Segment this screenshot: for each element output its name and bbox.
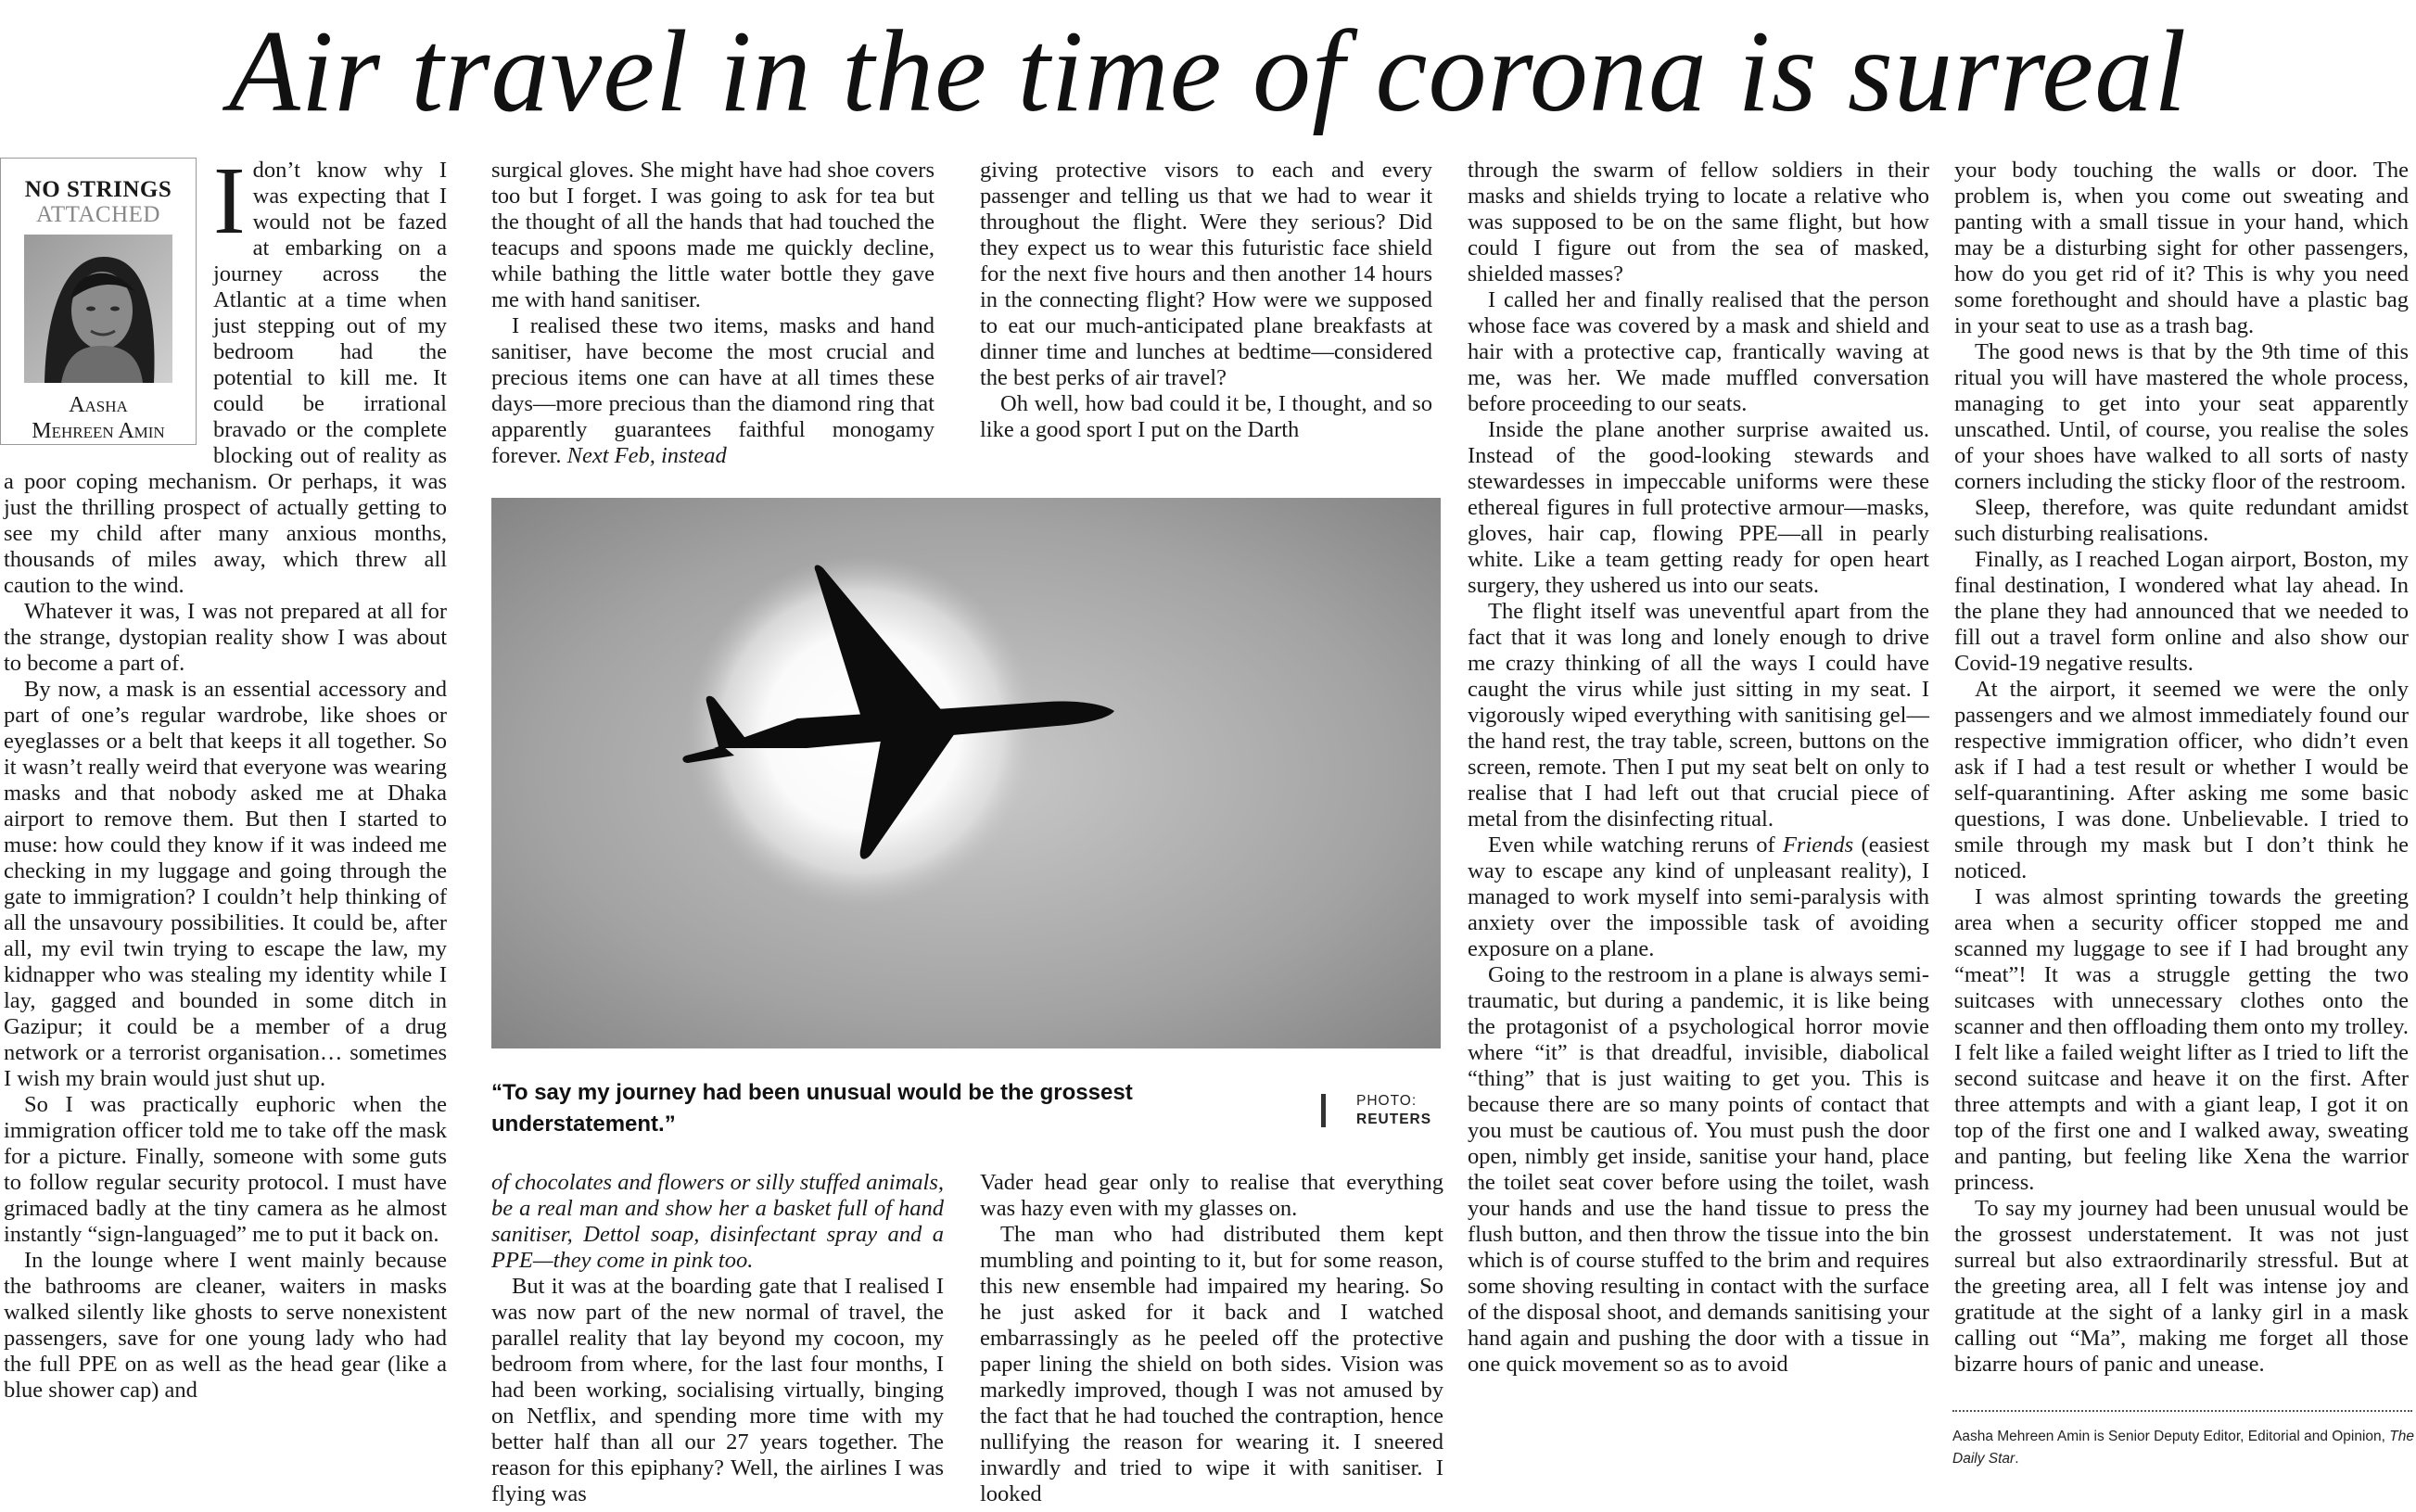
col1-para-5: In the lounge where I went mainly because the bathrooms are cleaner, waiters in masks walked silently like ghosts to serve nonexistent passengers, save for one young lady who had the full PPE on as well as the head gear (like a blue shower cap) and xyxy=(4,1248,447,1403)
author-last-name: Mehreen Amin xyxy=(32,419,165,443)
col5-para-1: your body touching the walls or door. The problem is, when you come out sweating and panting with a small tissue in your hand, which may be a disturbing sight for other passengers, how do you get rid of it? This is why you need some forethought and should have a plastic bag in your seat to use as a trash bag. xyxy=(1954,158,2409,338)
author-bio-end: . xyxy=(2015,1451,2019,1467)
col2-top-para-2-italic: Next Feb, instead xyxy=(566,443,727,468)
column-series-title: NO STRINGS xyxy=(24,177,172,202)
photo-credit-label: PHOTO: xyxy=(1356,1093,1418,1109)
columnist-box xyxy=(0,158,197,445)
col3-bottom-para-2: The man who had distributed them kept mumbling and pointing to it, but for some reason, this new ensemble had impaired my hearing. So he just asked for it back and I watched embarrassingly as he peeled off the protective paper lining the shield on both sides. Vision was markedly improved, though I was not amused by the fact that he had touched the contraption, hence nullifying the reason for wearing it. I sneered inwardly and tried to wipe it with sanitiser. I looked xyxy=(980,1222,1443,1506)
credit-divider xyxy=(1321,1094,1326,1127)
author-bio-text: Aasha Mehreen Amin is Senior Deputy Editor, Editorial and Opinion, xyxy=(1952,1429,2390,1444)
col1-lead-text: don’t know why I was expecting that I would not be fazed at embarking on a journey across the Atlantic at a time when just stepping out of my bedroom had the potential to kill me. It could be irrational bravado or the complete blocking out of reality as a poor coping mechanism. Or perhaps, it was just the thrilling prospect of actually getting to see my child after many anxious months, thousands of miles away, which threw all caution to the wind. xyxy=(4,158,447,598)
col5-para-3: Sleep, therefore, was quite redundant amidst such disturbing realisations. xyxy=(1954,495,2409,546)
photo-credit xyxy=(1356,1092,1431,1129)
col3-top-para-2: Oh well, how bad could it be, I thought, and so like a good sport I put on the Darth xyxy=(980,391,1432,442)
col4-para-4: The flight itself was uneventful apart from the fact that it was long and lonely enough to drive me crazy thinking of all the ways I could have caught the virus while just sitting in my seat. I vigorously wiped everything with sanitising gel—the hand rest, the tray table, screen, buttons on the screen, remote. Then I put my seat belt on only to realise that I had left out that crucial piece of metal from the disinfecting ritual. xyxy=(1468,599,1929,832)
column-2-top xyxy=(491,158,935,469)
drop-cap: I xyxy=(213,147,246,254)
col4-para-5 xyxy=(1468,832,1929,962)
column-3-bottom xyxy=(980,1170,1443,1507)
author-portrait-image xyxy=(24,235,172,383)
author-bio xyxy=(1952,1426,2416,1470)
col5-para-7: To say my journey had been unusual would be the grossest understatement. It was not just surreal but also extraordinarily stressful. But at the greeting area, all I felt was intense joy and gratitude at the sight of a lanky girl in a mask calling out “Ma”, making me forget all those bizarre hours of panic and unease. xyxy=(1954,1196,2409,1377)
column-4 xyxy=(1468,158,1929,1378)
col5-para-4: Finally, as I reached Logan airport, Boston, my final destination, I wondered what lay ahead. In the plane they had announced that we needed to fill out a travel form online and also show our Covid-19 negative results. xyxy=(1954,547,2409,676)
col4-para-6: Going to the restroom in a plane is always semi-traumatic, but during a pandemic, it is like being the protagonist of a psychological horror movie where “it” is that dreadful, invisible, diabolical “thing” that is just waiting to get you. This is because there are so many points of contact that you must be cautious of. You must push the door open, nimbly get inside, sanitise your hand, place the toilet seat cover before using the toilet, wash your hands and use the hand tissue to press the flush button, and then throw the tissue into the bin which is of course stuffed to the brim and requires some shoving resulting in contact with the surface of the disposal shoot, and demands sanitising your hand again and pushing the door with a tissue in one quick movement so as to avoid xyxy=(1468,962,1929,1377)
col1-para-2: Whatever it was, I was not prepared at all for the strange, dystopian reality show I was about to become a part of. xyxy=(4,599,447,676)
col4-para-5-before: Even while watching reruns of xyxy=(1488,832,1783,858)
col2-top-para-2 xyxy=(491,313,935,469)
col4-para-1: through the swarm of fellow soldiers in their masks and shields trying to locate a relative who was supposed to be on the same flight, but how could I figure out from the sea of masked, shielded masses? xyxy=(1468,158,1929,286)
column-2-bottom xyxy=(491,1170,944,1507)
col4-para-2: I called her and finally realised that the person whose face was covered by a mask and shield and hair with a protective cap, frantically waving at me, was her. We made muffled conversation before proceeding to our seats. xyxy=(1468,287,1929,416)
col1-para-3: By now, a mask is an essential accessory and part of one’s regular wardrobe, like shoes or eyeglasses or a belt that keeps it all together. So it wasn’t really weird that everyone was wearing masks and that nobody asked me at Dhaka airport to remove them. But then I started to muse: how could they know if it was indeed me checking in my luggage and going through the gate to immigration? I couldn’t help thinking of all the unsavoury possibilities. It could be, after all, my evil twin trying to escape the law, my kidnapper who was stealing my identity while I lay, gagged and bounded in some ditch in Gazipur; it could be a member of a drug network or a terrorist organisation… sometimes I wish my brain would just shut up. xyxy=(4,677,447,1091)
col3-bottom-para-1: Vader head gear only to realise that everything was hazy even with my glasses on. xyxy=(980,1170,1443,1221)
column-3-top xyxy=(980,158,1432,443)
col4-para-3: Inside the plane another surprise awaited us. Instead of the good-looking stewards and stewardesses in impeccable uniforms were these ethereal figures in full protective armour—masks, gloves, hair cap, flowing PPE—all in pearly white. Like a team getting ready for open heart surgery, they ushered us into our seats. xyxy=(1468,417,1929,598)
col2-top-para-1: surgical gloves. She might have had shoe covers too but I forget. I was going to ask for tea but the thought of all the hands that had touched the teacups and spoons made me quickly decline, while bathing the little water bottle they gave me with hand sanitiser. xyxy=(491,158,935,312)
photo-credit-source: REUTERS xyxy=(1356,1112,1432,1127)
author-first-name: Aasha xyxy=(69,393,128,417)
col3-top-para-1: giving protective visors to each and every passenger and telling us that we had to wear it throughout the flight. Were they serious? Did they expect us to wear this futuristic face shield for the next five hours and then another 14 hours in the connecting flight? How were we supposed to eat our much-anticipated plane breakfasts at dinner time and lunches at bedtime—considered the best perks of air travel? xyxy=(980,158,1432,390)
col4-para-5-italic: Friends xyxy=(1782,832,1854,858)
col5-para-6: I was almost sprinting towards the greeting area when a security officer stopped me and scanned my luggage to see if I had brought any “meat”! It was a struggle getting the two suitcases with unnecessary clothes onto the scanner and then offloading them onto my trolley. I felt like a failed weight lifter as I tried to lift the second suitcase and heave it on the first. After three attempts and with a giant leap, I got it on top of the first one and I walked away, sweating and panting, but feeling like Xena the warrior princess. xyxy=(1954,884,2409,1195)
col4-para-5-after: (easiest way to escape any kind of unpleasant reality), I managed to work myself into semi-paralysis with anxiety over the impossible task of avoiding exposure on a plane. xyxy=(1468,832,1930,961)
col2-bottom-italic-text: of chocolates and flowers or silly stuffed animals, be a real man and show her a basket full of hand sanitiser, Dettol soap, disinfectant spray and a PPE—they come in pink too. xyxy=(491,1170,944,1273)
bio-divider xyxy=(1952,1410,2412,1412)
col2-top-para-2-text: I realised these two items, masks and hand sanitiser, have become the most crucial and precious items one can have at all times these days—more precious than the diamond ring that apparently guarantees faithful monogamy forever. xyxy=(491,313,935,468)
headline: Air travel in the time of corona is surreal xyxy=(228,7,2188,136)
column-series-subtitle: ATTACHED xyxy=(36,202,160,227)
publication-name: The Daily Star xyxy=(1952,1429,2415,1467)
photo-caption: “To say my journey had been unusual would be the grossest understatement.” xyxy=(491,1080,1133,1137)
col2-bottom-para-1 xyxy=(491,1170,944,1274)
col5-para-2: The good news is that by the 9th time of this ritual you will have mastered the whole process, managing to get into your seat apparently unscathed. Until, of course, you realise the soles of your shoes have walked to all sorts of nasty corners including the sticky floor of the restroom. xyxy=(1954,339,2409,494)
col2-bottom-para-2: But it was at the boarding gate that I realised I was now part of the new normal of travel, the parallel reality that lay beyond my cocoon, my bedroom from where, for the last four months, I had been working, socialising virtually, binging on Netflix, and spending more time with my better half than all our 27 years together. The reason for this epiphany? Well, the airlines I was flying was xyxy=(491,1274,944,1506)
col5-para-5: At the airport, it seemed we were the only passengers and we almost immediately found our respective immigration officer, who didn’t even ask if I had a test result or whether I would be self-quarantining. After asking me some basic questions, I was done. Unbelievable. I tried to smile through my mask but I don’t think he noticed. xyxy=(1954,677,2409,883)
column-5 xyxy=(1954,158,2409,1378)
col1-para-4: So I was practically euphoric when the immigration officer told me to take off the mask for a picture. Finally, someone with some guts to follow regular security protocol. I must have grimaced badly at the tiny camera as he almost instantly “sign-languaged” me to put it back on. xyxy=(4,1092,447,1247)
airplane-photo xyxy=(491,498,1441,1048)
column-1 xyxy=(4,147,447,1404)
